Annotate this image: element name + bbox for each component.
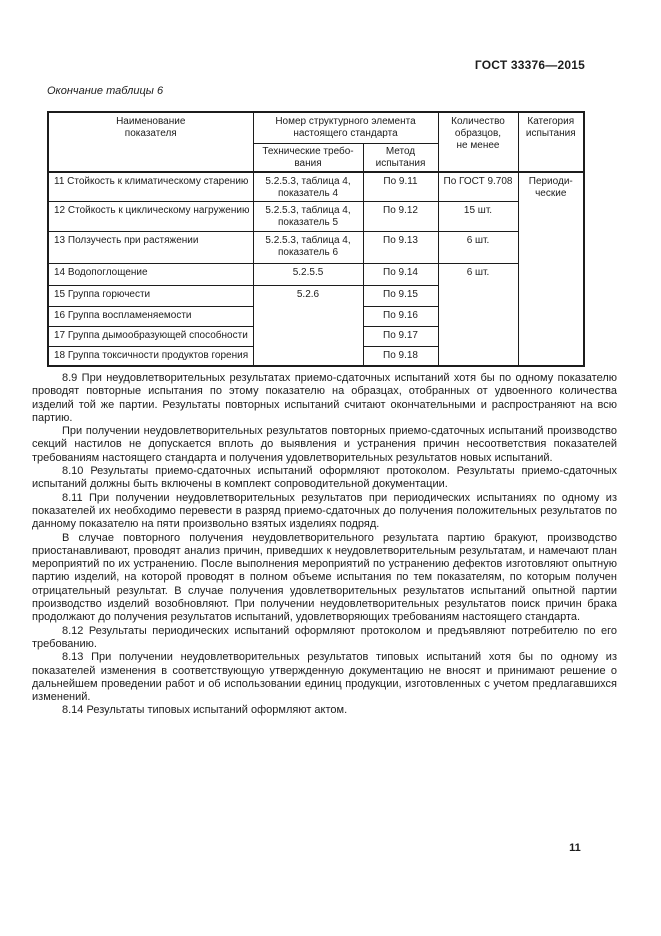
- paragraph-8-9-cont: При получении неудовлетворительных результатов повторных приемо-сдаточных испытаний производство секций настилов не допускается вплоть до выявления и устранения причин несоответствия показателей требованиям настоящего стандарта и получения удовлетворительных результатов новых испытаний.: [32, 425, 617, 464]
- header-col-name: Наименование показателя: [48, 112, 253, 172]
- page-number: 11: [569, 842, 581, 854]
- paragraph-8-11-cont: В случае повторного получения неудовлетворительного результата партию бракуют, производство приостанавливают, проводят анализ причин, приведших к неудовлетворительным результатам, и намечают план мероприятий по их устранению. После выполнения мероприятий по устранению дефектов изготовляют опытную партию изделий, на которой проводят в полном объеме испытания по тем показателям, по которым получен отрицательный результат. В случае получения удовлетворительных результатов испытаний опытной партии производство изделий возобновляют. При получении неудовлетворительных результатов поиск причин брака продолжают до получения результатов испытаний, удовлетворяющих требованиям настоящего стандарта.: [32, 531, 617, 624]
- table-caption: Окончание таблицы 6: [47, 85, 164, 97]
- cell-method: По 9.18: [363, 347, 438, 366]
- header-col-category: Категория испытания: [518, 112, 584, 172]
- cell-category: Периоди- ческие: [518, 172, 584, 366]
- cell-tech-req: 5.2.5.3, таблица 4, показатель 6: [253, 232, 363, 264]
- paragraph-8-11: 8.11 При получении неудовлетворительных результатов при периодических испытаниях по одному из показателей их необходимо перевести в разряд приемо-сдаточных до получения положительных результатов по данному показателю на пяти произвольно взятых изделиях подряд.: [32, 491, 617, 531]
- cell-method: По 9.14: [363, 264, 438, 286]
- table-row: [48, 172, 584, 202]
- paragraph-8-12: 8.12 Результаты периодических испытаний оформляют протоколом и предъявляют потребителю по его требованию.: [32, 624, 617, 650]
- cell-method: По 9.15: [363, 286, 438, 307]
- paragraph-8-13: 8.13 При получении неудовлетворительных результатов типовых испытаний хотя бы по одному из показателей изменения в соответствующую утвержденную документацию не вносят и принимают решение о дальнейшем проведении работ и об использовании единиц продукции, изготовленных с учетом предлагавшихся изменений.: [32, 651, 617, 704]
- header-col-tech: Технические требо- вания: [253, 143, 363, 172]
- cell-tech-req: 5.2.5.3, таблица 4, показатель 4: [253, 172, 363, 202]
- cell-method: По 9.13: [363, 232, 438, 264]
- paragraph-8-9: 8.9 При неудовлетворительных результатах приемо-сдаточных испытаний хотя бы по одному показателю проводят повторные испытания по этому показателю на образцах, отобранных от удвоенного количества изделий той же партии. Результаты повторных испытаний считают окончательными и распространяют на всю партию.: [32, 372, 617, 424]
- cell-tech-req: 5.2.5.5: [253, 264, 363, 286]
- test-indicators-table: [47, 111, 585, 367]
- cell-indicator: 11 Стойкость к климатическому старению: [48, 172, 253, 202]
- cell-tech-req: 5.2.5.3, таблица 4, показатель 5: [253, 202, 363, 232]
- header-col-quantity: Количество образцов, не менее: [438, 112, 518, 172]
- cell-indicator: 17 Группа дымообразующей способности: [48, 327, 253, 347]
- paragraph-8-10: 8.10 Результаты приемо-сдаточных испытаний оформляют протоколом. Результаты приемо-сдаточных испытаний должны быть включены в комплект сопроводительной документации.: [32, 465, 617, 491]
- header-col-element-group: Номер структурного элемента настоящего стандарта: [253, 112, 438, 143]
- cell-indicator: 13 Ползучесть при растяжении: [48, 232, 253, 264]
- cell-quantity: 6 шт.: [438, 232, 518, 264]
- doc-number: ГОСТ 33376—2015: [474, 58, 585, 72]
- body-text: [32, 372, 617, 718]
- cell-tech-req: 5.2.6: [253, 286, 363, 366]
- cell-quantity: По ГОСТ 9.708: [438, 172, 518, 202]
- cell-indicator: 16 Группа воспламеняемости: [48, 307, 253, 327]
- header-col-method: Метод испытания: [363, 143, 438, 172]
- paragraph-8-14: 8.14 Результаты типовых испытаний оформляют актом.: [62, 704, 348, 717]
- table-row: [48, 232, 584, 264]
- table-row: [48, 202, 584, 232]
- cell-indicator: 12 Стойкость к циклическому нагружению: [48, 202, 253, 232]
- cell-method: По 9.16: [363, 307, 438, 327]
- table-header-row-1: [48, 112, 584, 143]
- cell-method: По 9.17: [363, 327, 438, 347]
- cell-indicator: 14 Водопоглощение: [48, 264, 253, 286]
- cell-quantity: 15 шт.: [438, 202, 518, 232]
- cell-method: По 9.12: [363, 202, 438, 232]
- cell-method: По 9.11: [363, 172, 438, 202]
- cell-quantity: 6 шт.: [438, 264, 518, 366]
- cell-indicator: 15 Группа горючести: [48, 286, 253, 307]
- cell-indicator: 18 Группа токсичности продуктов горения: [48, 347, 253, 366]
- table-row: [48, 264, 584, 286]
